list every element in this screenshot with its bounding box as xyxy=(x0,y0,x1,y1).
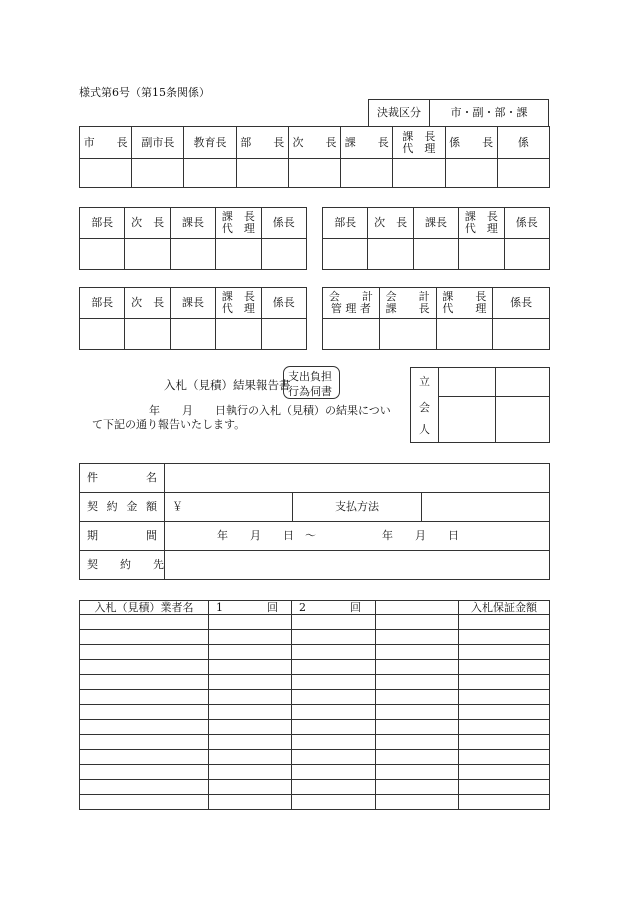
witness-label: 人 xyxy=(411,419,439,443)
seal-cell[interactable] xyxy=(236,159,288,188)
seal-cell[interactable] xyxy=(80,319,125,350)
bid-cell[interactable] xyxy=(292,690,376,705)
witness-cell[interactable] xyxy=(439,368,496,397)
bid-cell[interactable] xyxy=(292,645,376,660)
bid-cell[interactable] xyxy=(459,720,550,735)
seal-cell[interactable] xyxy=(436,319,493,350)
bid-cell[interactable] xyxy=(459,645,550,660)
bid-cell[interactable] xyxy=(459,690,550,705)
bid-cell[interactable] xyxy=(376,735,459,750)
bid-cell[interactable] xyxy=(376,675,459,690)
item-name-value[interactable] xyxy=(165,464,550,493)
approval-main-header: 係 長 xyxy=(445,127,497,159)
bid-cell[interactable] xyxy=(80,765,209,780)
bid-cell[interactable] xyxy=(292,795,376,810)
bid-cell[interactable] xyxy=(376,780,459,795)
approval-a-header: 次 長 xyxy=(125,208,170,239)
seal-cell[interactable] xyxy=(393,159,445,188)
seal-cell[interactable] xyxy=(368,239,413,270)
approval-a-table xyxy=(79,207,307,270)
seal-cell[interactable] xyxy=(184,159,236,188)
approval-c-header: 課 長 代 理 xyxy=(216,288,261,319)
approval-c-table xyxy=(79,287,307,350)
approval-main-header: 係 xyxy=(497,127,549,159)
bid-cell[interactable] xyxy=(292,720,376,735)
bid-cell[interactable] xyxy=(459,705,550,720)
seal-cell[interactable] xyxy=(497,159,549,188)
approval-a-header: 課長 xyxy=(170,208,215,239)
bid-cell[interactable] xyxy=(80,750,209,765)
report-body-line-2: て下記の通り報告いたします。 xyxy=(92,418,246,431)
approval-c-header: 部長 xyxy=(80,288,125,319)
bid-cell[interactable] xyxy=(376,630,459,645)
bid-cell[interactable] xyxy=(80,615,209,630)
bid-cell[interactable] xyxy=(80,675,209,690)
bid-cell[interactable] xyxy=(376,690,459,705)
approval-b-table xyxy=(322,207,550,270)
period-value[interactable]: 年 月 日 〜 年 月 日 xyxy=(165,522,550,551)
seal-cell[interactable] xyxy=(125,239,170,270)
seal-cell[interactable] xyxy=(413,239,458,270)
witness-label: 立 xyxy=(411,368,439,397)
decision-label: 決裁区分 xyxy=(369,100,430,127)
bid-cell[interactable] xyxy=(209,765,292,780)
bid-cell[interactable] xyxy=(292,705,376,720)
amount-value[interactable]: ￥ xyxy=(165,493,293,522)
bid-cell[interactable] xyxy=(376,795,459,810)
bid-cell[interactable] xyxy=(292,750,376,765)
bid-cell[interactable] xyxy=(459,615,550,630)
bid-cell[interactable] xyxy=(80,795,209,810)
seal-cell[interactable] xyxy=(170,239,215,270)
bid-cell[interactable] xyxy=(376,615,459,630)
bid-header-deposit: 入札保証金額 xyxy=(459,601,550,615)
bid-cell[interactable] xyxy=(376,720,459,735)
bid-cell[interactable] xyxy=(459,750,550,765)
bid-cell[interactable] xyxy=(80,630,209,645)
bid-cell[interactable] xyxy=(459,630,550,645)
contractor-label: 契 約 先 xyxy=(80,551,165,580)
bid-cell[interactable] xyxy=(80,660,209,675)
bid-cell[interactable] xyxy=(292,735,376,750)
approval-d-header: 会 計 管 理 者 xyxy=(323,288,380,319)
approval-c-header: 課長 xyxy=(170,288,215,319)
bid-cell[interactable] xyxy=(376,645,459,660)
bid-cell[interactable] xyxy=(292,780,376,795)
bid-cell[interactable] xyxy=(292,660,376,675)
seal-cell[interactable] xyxy=(323,319,380,350)
approval-a-header: 係長 xyxy=(261,208,306,239)
bid-header-round-2: 2 回 xyxy=(292,601,376,615)
report-title: 入札（見積）結果報告書 xyxy=(164,378,291,392)
bid-cell[interactable] xyxy=(80,705,209,720)
approval-b-header: 係長 xyxy=(504,208,549,239)
contract-table xyxy=(79,463,550,580)
bid-table xyxy=(79,600,550,810)
bid-cell[interactable] xyxy=(209,795,292,810)
bid-header-round-1: 1 回 xyxy=(209,601,292,615)
bid-cell[interactable] xyxy=(209,780,292,795)
approval-c-header: 係長 xyxy=(261,288,306,319)
witness-cell[interactable] xyxy=(496,368,550,397)
approval-a-header: 部長 xyxy=(80,208,125,239)
bid-cell[interactable] xyxy=(376,705,459,720)
approval-a-header: 課 長 代 理 xyxy=(216,208,261,239)
bid-header-vendor: 入札（見積）業者名 xyxy=(80,601,209,615)
seal-cell[interactable] xyxy=(493,319,550,350)
report-option-1: 支出負担 xyxy=(288,370,332,383)
bid-cell[interactable] xyxy=(459,660,550,675)
bid-cell[interactable] xyxy=(209,690,292,705)
bid-cell[interactable] xyxy=(459,735,550,750)
item-name-label: 件 名 xyxy=(80,464,165,493)
bid-cell[interactable] xyxy=(292,675,376,690)
approval-main-header: 副市長 xyxy=(132,127,184,159)
report-option-2: 行為伺書 xyxy=(288,385,332,398)
seal-cell[interactable] xyxy=(459,239,504,270)
bid-header-blank xyxy=(376,601,459,615)
seal-cell[interactable] xyxy=(216,239,261,270)
bid-cell[interactable] xyxy=(209,675,292,690)
report-body-line-1: 年 月 日執行の入札（見積）の結果につい xyxy=(149,404,391,417)
decision-table xyxy=(368,99,549,127)
bid-cell[interactable] xyxy=(459,675,550,690)
bid-cell[interactable] xyxy=(80,645,209,660)
bid-cell[interactable] xyxy=(292,765,376,780)
period-label: 期 間 xyxy=(80,522,165,551)
seal-cell[interactable] xyxy=(288,159,340,188)
witness-cell[interactable] xyxy=(439,397,496,443)
approval-d-header: 係長 xyxy=(493,288,550,319)
seal-cell[interactable] xyxy=(80,159,132,188)
bid-cell[interactable] xyxy=(80,735,209,750)
witness-cell[interactable] xyxy=(496,397,550,443)
bid-cell[interactable] xyxy=(209,735,292,750)
bid-cell[interactable] xyxy=(292,630,376,645)
seal-cell[interactable] xyxy=(261,319,306,350)
bid-cell[interactable] xyxy=(459,795,550,810)
seal-cell[interactable] xyxy=(379,319,436,350)
witness-label: 会 xyxy=(411,397,439,419)
bid-cell[interactable] xyxy=(209,615,292,630)
approval-d-header: 会 計 課 長 xyxy=(379,288,436,319)
approval-main-header: 次 長 xyxy=(288,127,340,159)
seal-cell[interactable] xyxy=(80,239,125,270)
approval-c-header: 次 長 xyxy=(125,288,170,319)
bid-cell[interactable] xyxy=(80,780,209,795)
seal-cell[interactable] xyxy=(125,319,170,350)
bid-cell[interactable] xyxy=(209,705,292,720)
seal-cell[interactable] xyxy=(216,319,261,350)
bid-cell[interactable] xyxy=(292,615,376,630)
amount-label: 契 約 金 額 xyxy=(80,493,165,522)
approval-d-header: 課 長 代 理 xyxy=(436,288,493,319)
payment-value[interactable] xyxy=(421,493,549,522)
bid-cell[interactable] xyxy=(459,765,550,780)
approval-b-header: 部長 xyxy=(323,208,368,239)
bid-cell[interactable] xyxy=(209,750,292,765)
bid-cell[interactable] xyxy=(209,660,292,675)
seal-cell[interactable] xyxy=(323,239,368,270)
approval-main-header: 課 長 xyxy=(341,127,393,159)
bid-cell[interactable] xyxy=(80,690,209,705)
payment-label: 支払方法 xyxy=(293,493,421,522)
approval-b-header: 課 長 代 理 xyxy=(459,208,504,239)
contractor-value[interactable] xyxy=(165,551,550,580)
witness-table xyxy=(410,367,550,443)
seal-cell[interactable] xyxy=(504,239,549,270)
form-number: 様式第6号（第15条関係） xyxy=(79,86,210,99)
bid-cell[interactable] xyxy=(209,645,292,660)
approval-main-header: 市 長 xyxy=(80,127,132,159)
approval-main-table xyxy=(79,126,550,188)
seal-cell[interactable] xyxy=(341,159,393,188)
approval-d-table xyxy=(322,287,550,350)
bid-cell[interactable] xyxy=(376,660,459,675)
seal-cell[interactable] xyxy=(261,239,306,270)
bid-cell[interactable] xyxy=(209,630,292,645)
bid-cell[interactable] xyxy=(80,720,209,735)
decision-value: 市・副・部・課 xyxy=(430,100,549,127)
approval-b-header: 次 長 xyxy=(368,208,413,239)
seal-cell[interactable] xyxy=(170,319,215,350)
bid-cell[interactable] xyxy=(376,765,459,780)
bid-cell[interactable] xyxy=(459,780,550,795)
seal-cell[interactable] xyxy=(445,159,497,188)
approval-main-header: 教育長 xyxy=(184,127,236,159)
approval-main-header: 部 長 xyxy=(236,127,288,159)
approval-main-header: 課 長 代 理 xyxy=(393,127,445,159)
bid-cell[interactable] xyxy=(209,720,292,735)
seal-cell[interactable] xyxy=(132,159,184,188)
approval-b-header: 課長 xyxy=(413,208,458,239)
bid-cell[interactable] xyxy=(376,750,459,765)
